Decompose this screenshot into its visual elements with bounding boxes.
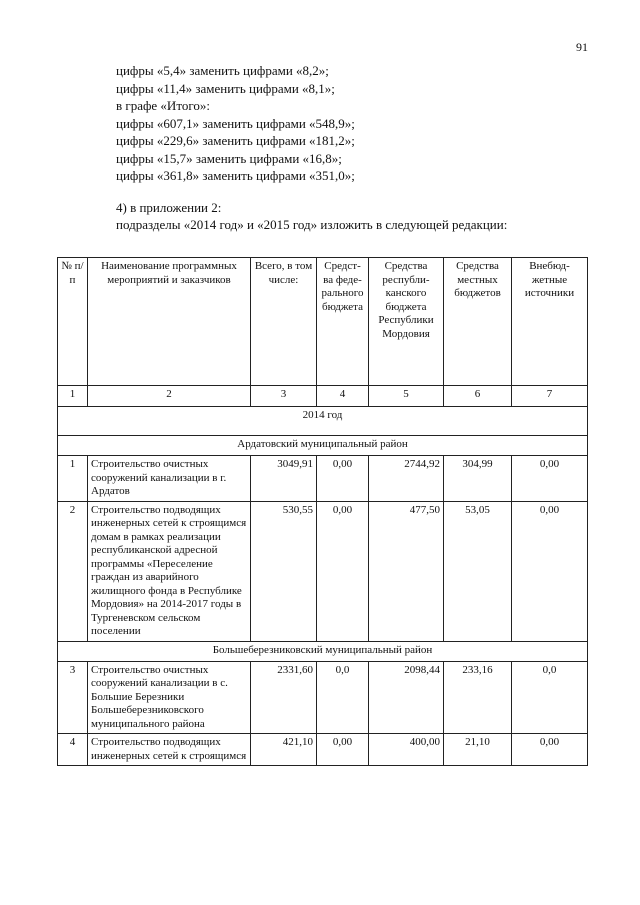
column-number: 1 bbox=[58, 386, 88, 407]
header-total: Всего, в том числе: bbox=[251, 258, 317, 386]
header-number: № п/п bbox=[58, 258, 88, 386]
row-federal: 0,00 bbox=[317, 456, 369, 502]
row-name: Строительство очистных сооружений канализации в с. Большие Березники Большеберезниковского муниципального района bbox=[88, 661, 251, 734]
amendment-text bbox=[116, 62, 586, 234]
item-4-heading: 4) в приложении 2: bbox=[116, 199, 222, 215]
year-heading: 2014 год bbox=[58, 407, 588, 436]
row-federal: 0,00 bbox=[317, 501, 369, 641]
header-row bbox=[58, 258, 588, 386]
amendment-line: цифры «5,4» заменить цифрами «8,2»; bbox=[116, 63, 329, 78]
row-name: Строительство подводящих инженерных сетей к строящимся bbox=[88, 734, 251, 766]
row-name: Строительство подводящих инженерных сетей к строящимся домам в рамках реализации республиканской адресной программы «Переселение граждан из аварийного жилищного фонда в Республике Мордовия» на 2014-2017 годы в Тургеневском сельском поселении bbox=[88, 501, 251, 641]
column-number: 6 bbox=[444, 386, 512, 407]
row-local: 233,16 bbox=[444, 661, 512, 734]
row-total: 3049,91 bbox=[251, 456, 317, 502]
table-row bbox=[58, 456, 588, 502]
row-extra: 0,00 bbox=[512, 734, 588, 766]
row-local: 21,10 bbox=[444, 734, 512, 766]
row-extra: 0,00 bbox=[512, 456, 588, 502]
row-total: 530,55 bbox=[251, 501, 317, 641]
district-row bbox=[58, 436, 588, 456]
amendment-line: в графе «Итого»: bbox=[116, 98, 210, 113]
header-local: Средства местных бюджетов bbox=[444, 258, 512, 386]
item-4-text: подразделы «2014 год» и «2015 год» изложить в следующей редакции: bbox=[116, 217, 508, 232]
row-extra: 0,0 bbox=[512, 661, 588, 734]
row-republic: 2744,92 bbox=[369, 456, 444, 502]
year-row bbox=[58, 407, 588, 436]
row-total: 421,10 bbox=[251, 734, 317, 766]
row-local: 53,05 bbox=[444, 501, 512, 641]
column-number: 4 bbox=[317, 386, 369, 407]
row-federal: 0,00 bbox=[317, 734, 369, 766]
table-row bbox=[58, 661, 588, 734]
row-republic: 477,50 bbox=[369, 501, 444, 641]
funding-table bbox=[57, 257, 588, 766]
header-name: Наименование программных мероприятий и заказчиков bbox=[88, 258, 251, 386]
table-row bbox=[58, 501, 588, 641]
district-heading: Большеберезниковский муниципальный район bbox=[58, 641, 588, 661]
table-row bbox=[58, 734, 588, 766]
amendment-line: цифры «361,8» заменить цифрами «351,0»; bbox=[116, 168, 355, 183]
header-republic: Средства республи-канского бюджета Республики Мордовия bbox=[369, 258, 444, 386]
row-total: 2331,60 bbox=[251, 661, 317, 734]
row-republic: 400,00 bbox=[369, 734, 444, 766]
row-number: 1 bbox=[58, 456, 88, 502]
column-number: 3 bbox=[251, 386, 317, 407]
header-federal: Средст-ва феде-рального бюджета bbox=[317, 258, 369, 386]
district-heading: Ардатовский муниципальный район bbox=[58, 436, 588, 456]
column-number: 2 bbox=[88, 386, 251, 407]
district-row bbox=[58, 641, 588, 661]
amendment-line: цифры «229,6» заменить цифрами «181,2»; bbox=[116, 133, 355, 148]
column-number: 7 bbox=[512, 386, 588, 407]
row-local: 304,99 bbox=[444, 456, 512, 502]
column-number: 5 bbox=[369, 386, 444, 407]
row-republic: 2098,44 bbox=[369, 661, 444, 734]
row-number: 3 bbox=[58, 661, 88, 734]
header-extra: Внебюд-жетные источники bbox=[512, 258, 588, 386]
row-extra: 0,00 bbox=[512, 501, 588, 641]
page-number: 91 bbox=[576, 40, 588, 54]
amendment-line: цифры «11,4» заменить цифрами «8,1»; bbox=[116, 80, 335, 96]
column-number-row bbox=[58, 386, 588, 407]
row-name: Строительство очистных сооружений канализации в г. Ардатов bbox=[88, 456, 251, 502]
amendment-line: цифры «607,1» заменить цифрами «548,9»; bbox=[116, 115, 355, 131]
row-federal: 0,0 bbox=[317, 661, 369, 734]
row-number: 2 bbox=[58, 501, 88, 641]
amendment-line: цифры «15,7» заменить цифрами «16,8»; bbox=[116, 150, 342, 166]
row-number: 4 bbox=[58, 734, 88, 766]
